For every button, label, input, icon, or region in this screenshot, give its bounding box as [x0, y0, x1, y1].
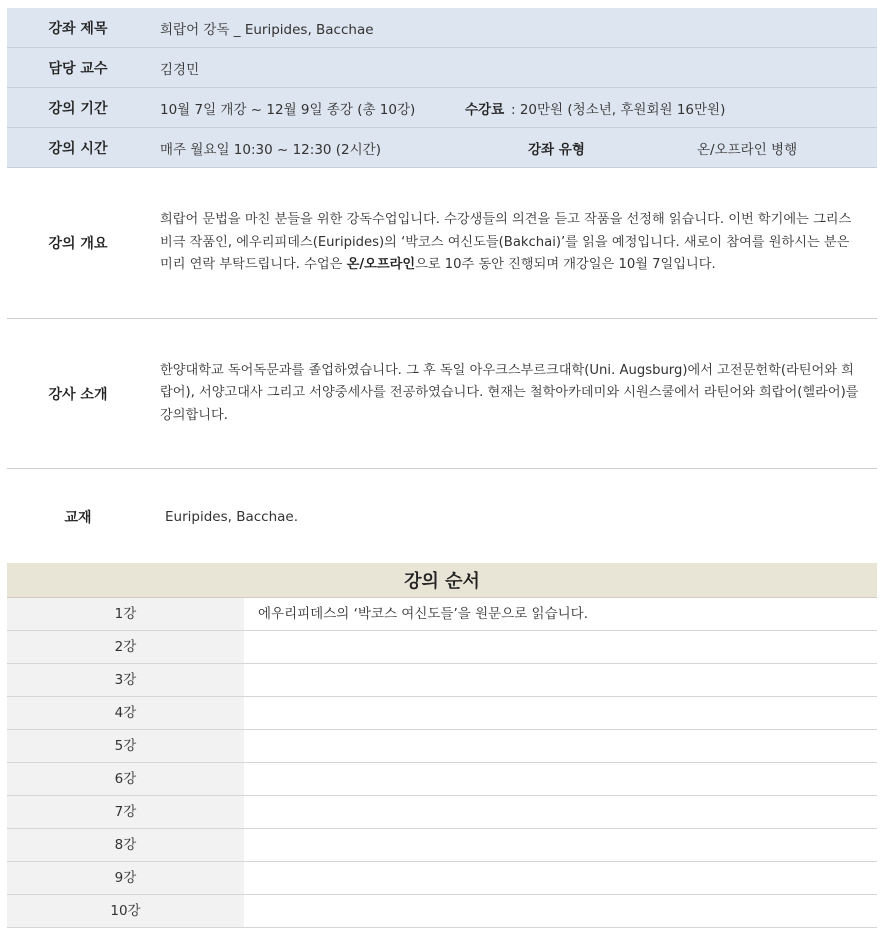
instructor-section [7, 319, 877, 469]
lecture-description [244, 730, 877, 762]
professor-label: 담당 교수 [48, 60, 108, 77]
lecture-description [244, 895, 877, 927]
title-value: 희랍어 강독 _ Euripides, Bacchae [160, 21, 374, 38]
info-row-title [7, 8, 877, 48]
overview-bold-text: 온/오프라인 [346, 257, 416, 273]
lecture-number: 4강 [7, 697, 244, 729]
table-row [7, 763, 877, 796]
lecture-number: 7강 [7, 796, 244, 828]
period-value: 10월 7일 개강 ~ 12월 9일 종강 (총 10강) [160, 101, 416, 118]
type-label: 강좌 유형 [528, 141, 585, 158]
course-info-table [7, 8, 877, 168]
lecture-description [244, 631, 877, 663]
table-row [7, 829, 877, 862]
lecture-number: 2강 [7, 631, 244, 663]
type-value: 온/오프라인 병행 [697, 141, 798, 158]
info-row-professor [7, 48, 877, 88]
fee-value: : 20만원 (청소년, 후원회원 16만원) [511, 101, 726, 118]
period-label: 강의 기간 [48, 100, 108, 117]
textbook-section [7, 497, 877, 537]
table-row [7, 895, 877, 928]
lecture-number: 5강 [7, 730, 244, 762]
lecture-order-rows [7, 598, 877, 928]
lecture-description [244, 862, 877, 894]
lecture-description [244, 763, 877, 795]
lecture-description [244, 697, 877, 729]
time-label: 강의 시간 [48, 140, 108, 157]
table-row [7, 862, 877, 895]
fee-label: 수강료 [465, 101, 505, 118]
table-row [7, 730, 877, 763]
lecture-number: 6강 [7, 763, 244, 795]
lecture-number: 9강 [7, 862, 244, 894]
lecture-number: 3강 [7, 664, 244, 696]
textbook-value: Euripides, Bacchae. [165, 509, 299, 525]
time-value: 매주 월요일 10:30 ~ 12:30 (2시간) [160, 141, 381, 158]
lecture-description [244, 796, 877, 828]
overview-text: 희랍어 문법을 마친 분들을 위한 강독수업입니다. 수강생들의 의견을 듣고 작품을 선정해 읽습니다. 이번 학기에는 그리스 비극 작품인, 에우리피데스(Euripides)의 ‘박코스 여신도들(Bakchai)’를 읽을 예정입니다. 새로이 참여를 원하시는 분은 미리 연락 부탁드립니다. 수업은 온/오프라인으로 10주 동안 진행되며 개강일은 10월 7일입니다. [160, 212, 852, 273]
title-label: 강좌 제목 [48, 20, 108, 37]
instructor-label: 강사 소개 [48, 386, 108, 403]
lecture-order-title: 강의 순서 [7, 563, 877, 598]
lecture-number: 8강 [7, 829, 244, 861]
table-row [7, 664, 877, 697]
table-row [7, 697, 877, 730]
lecture-order-table [7, 563, 877, 928]
lecture-number: 1강 [7, 598, 244, 630]
table-row [7, 598, 877, 631]
info-row-time [7, 128, 877, 168]
overview-label: 강의 개요 [48, 236, 108, 252]
overview-section [7, 168, 877, 319]
professor-value: 김경민 [160, 61, 200, 78]
lecture-description: 에우리피데스의 ‘박코스 여신도들’을 원문으로 읽습니다. [258, 606, 588, 622]
lecture-number: 10강 [7, 895, 244, 927]
instructor-text: 한양대학교 독어독문과를 졸업하였습니다. 그 후 독일 아우크스부르크대학(Uni. Augsburg)에서 고전문헌학(라틴어와 희랍어), 서양고대사 그리고 서양중세사를 전공하였습니다. 현재는 철학아카데미와 시원스쿨에서 라틴어와 희랍어(헬라어)를 강의합니다. [160, 362, 859, 423]
lecture-description [244, 664, 877, 696]
lecture-description [244, 829, 877, 861]
table-row [7, 796, 877, 829]
table-row [7, 631, 877, 664]
info-row-period [7, 88, 877, 128]
textbook-label: 교재 [64, 510, 92, 526]
